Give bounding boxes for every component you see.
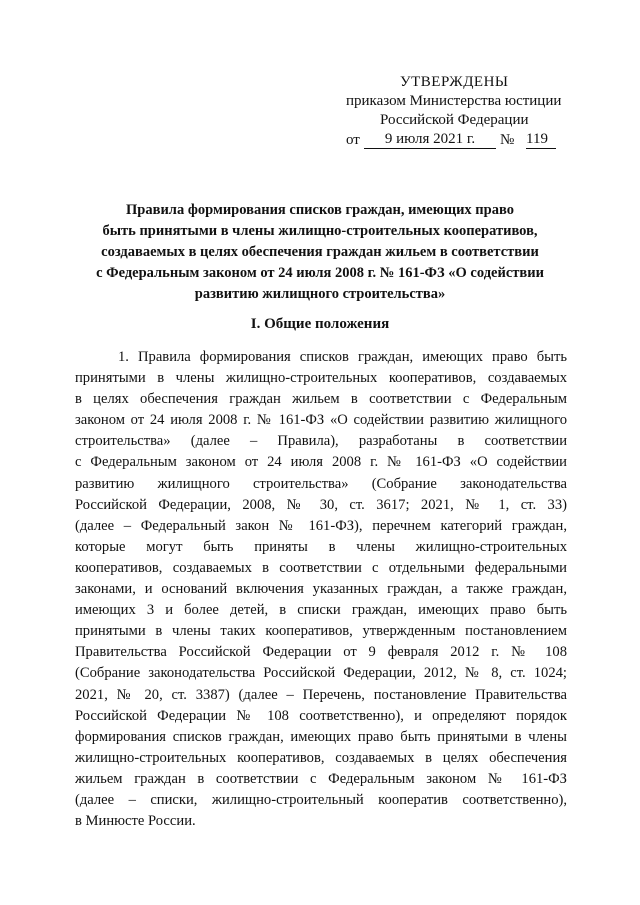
paragraph-line: законом от 24 июля 2008 г. № 161-ФЗ «О содействии развитию жилищного <box>75 412 567 429</box>
paragraph-line: жилищно-строительных кооперативов, создаваемых в целях обеспечения <box>75 749 567 766</box>
approval-country-line: Российской Федерации <box>380 112 529 128</box>
paragraph-line: принятыми в члены таких кооперативов, утвержденным постановлением <box>75 623 567 640</box>
title-line: быть принятыми в члены жилищно-строительных кооперативов, <box>102 223 538 239</box>
paragraph-line: 1. Правила формирования списков граждан, имеющих право быть <box>118 349 567 365</box>
paragraph-line: в Минюсте России. <box>75 813 196 830</box>
paragraph-line: развитию жилищного строительства» (Собрание законодательства <box>75 475 567 492</box>
document-title <box>70 200 570 305</box>
title-line: с Федеральным законом от 24 июля 2008 г. № 161-ФЗ «О содействии <box>96 265 544 281</box>
title-line: создаваемых в целях обеспечения граждан жильем в соответствии <box>101 244 539 260</box>
paragraph-line: (далее – списки, жилищно-строительный кооператив соответственно), <box>75 791 567 808</box>
approval-from-label: от <box>346 132 360 148</box>
paragraph-line: 2021, № 20, ст. 3387) (далее – Перечень, постановление Правительства <box>75 686 567 703</box>
paragraph-line: (далее – Федеральный закон № 161-ФЗ), перечнем категорий граждан, <box>75 517 567 534</box>
paragraph-line: законами, и оснований включения указанных граждан, а также граждан, <box>75 581 567 598</box>
paragraph-line: Российской Федерации, 2008, № 30, ст. 3617; 2021, № 1, ст. 33) <box>75 496 567 513</box>
paragraph-line: Правительства Российской Федерации от 9 февраля 2012 г. № 108 <box>75 644 567 661</box>
paragraph-line: имеющих 3 и более детей, в списки граждан, имеющих право быть <box>75 602 567 619</box>
title-line: Правила формирования списков граждан, имеющих право <box>126 202 514 218</box>
section-heading: I. Общие положения <box>250 316 390 332</box>
paragraph-line: строительства» (далее – Правила), разработаны в соответствии <box>75 433 567 450</box>
paragraph-line: в целях обеспечения граждан жильем в соответствии с Федеральным <box>75 391 567 408</box>
approval-date: 9 июля 2021 г. <box>364 130 496 149</box>
paragraph-line: кооперативов, создаваемых в соответствии с отдельными федеральными <box>75 559 567 576</box>
approval-issuer-line: приказом Министерства юстиции <box>346 93 562 109</box>
paragraph-line: (Собрание законодательства Российской Федерации, 2012, № 8, ст. 1024; <box>75 665 567 682</box>
paragraph-line: принятыми в члены жилищно-строительных кооперативов, создаваемых <box>75 370 567 387</box>
paragraph-line: жильем граждан в соответствии с Федеральным законом № 161-ФЗ <box>75 770 567 787</box>
approval-title: УТВЕРЖДЕНЫ <box>400 74 509 90</box>
title-line: развитию жилищного строительства» <box>194 286 446 302</box>
paragraph-line: которые могут быть приняты в члены жилищно-строительных <box>75 538 567 555</box>
paragraph-1 <box>75 347 567 832</box>
paragraph-line: формирования списков граждан, имеющих право быть принятыми в члены <box>75 728 567 745</box>
paragraph-line: Российской Федерации № 108 соответственно), и определяют порядок <box>75 707 567 724</box>
paragraph-line: с Федеральным законом от 24 июля 2008 г. № 161-ФЗ «О содействии <box>75 454 567 471</box>
approval-number: 119 <box>526 130 556 149</box>
approval-number-label: № <box>500 132 515 148</box>
